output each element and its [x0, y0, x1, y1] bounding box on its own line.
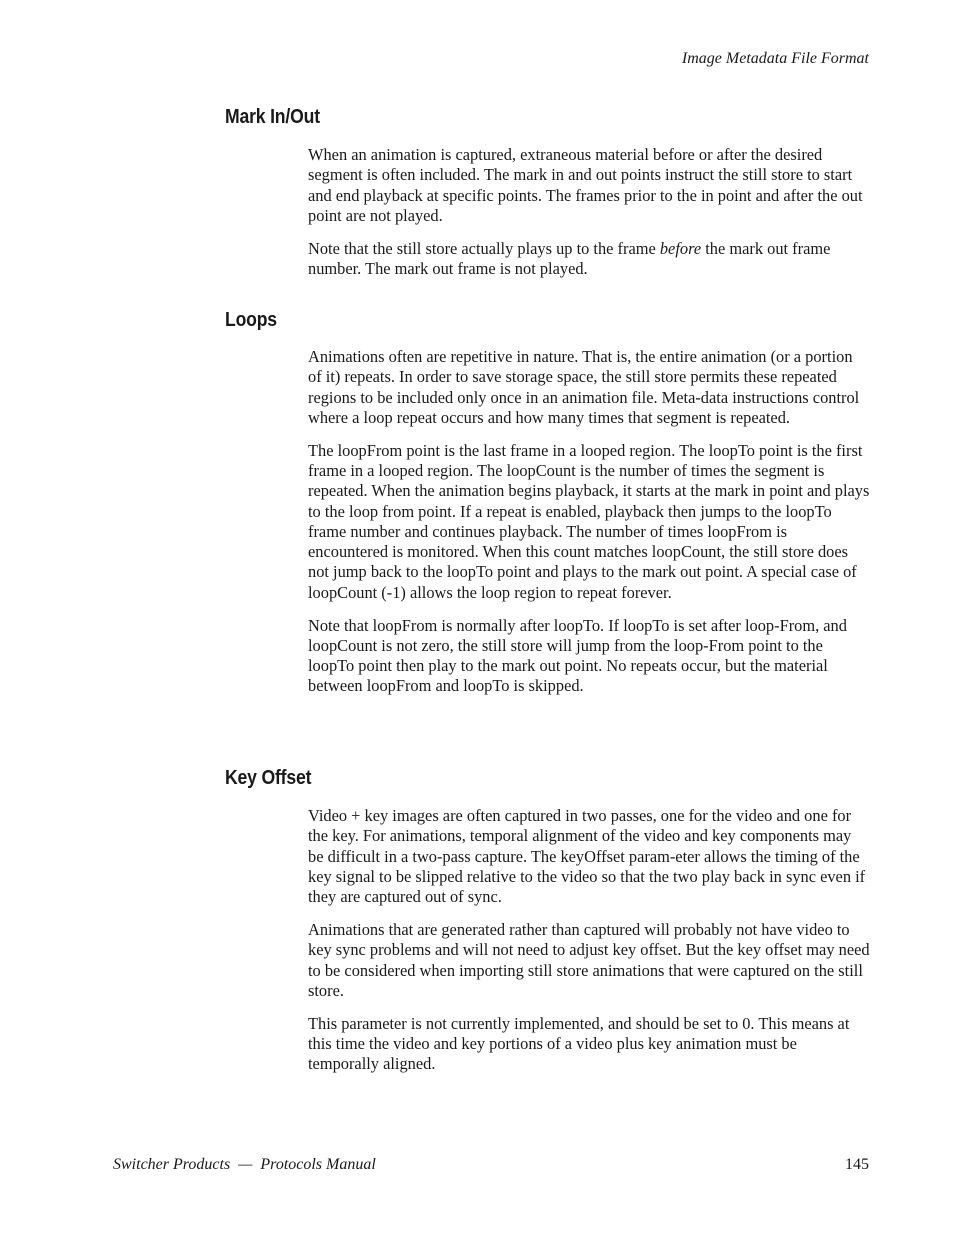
section-body-key-offset — [308, 806, 870, 1075]
section-body-loops — [308, 347, 870, 697]
section-heading-key-offset: Key Offset — [225, 767, 312, 789]
paragraph: Video + key images are often captured in two passes, one for the video and one for the key. For animations, temporal alignment of the video and key components may be difficult in a two-pass capture. The keyOffset param-eter allows the timing of the key signal to be slipped relative to the video so that the two play back in sync even if they are captured out of sync. — [308, 806, 866, 907]
paragraph: Note that loopFrom is normally after loopTo. If loopTo is set after loop-From, and loopCount is not zero, the still store will jump from the loop-From point to the loopTo point then play to the mark out point. No repeats occur, but the material between loopFrom and loopTo is skipped. — [308, 615, 847, 696]
paragraph: When an animation is captured, extraneous material before or after the desired segment is often included. The mark in and out points instruct the still store to start and end playback at specific points. The frames prior to the in point and after the out point are not played. — [308, 145, 863, 225]
running-header: Image Metadata File Format — [681, 50, 869, 67]
section-heading-loops: Loops — [225, 309, 277, 331]
page-number: 145 — [845, 1156, 869, 1173]
paragraph: The loopFrom point is the last frame in a looped region. The loopTo point is the first frame in a looped region. The loopCount is the number of times the segment is repeated. When the animation begins playback, it starts at the mark in point and plays to the loop from point. If a repeat is enabled, playback then jumps to the loopTo frame number and continues playback. The number of times loopFrom is encountered is monitored. When this count matches loopCount, the still store does not jump back to the loopTo point and plays to the mark out point. A special case of loopCount (-1) allows the loop region to repeat forever. — [308, 440, 870, 602]
footer-manual-title: Switcher Products — Protocols Manual — [113, 1156, 376, 1173]
paragraph: This parameter is not currently implemented, and should be set to 0. This means at this time the video and key portions of a video plus key animation must be temporally aligned. — [308, 1013, 850, 1074]
section-body-mark-in-out — [308, 145, 870, 279]
paragraph: Animations that are generated rather than captured will probably not have video to key sync problems and will not need to adjust key offset. But the key offset may need to be considered when importing still store animations that were captured on the still store. — [308, 919, 870, 1000]
paragraph: Note that the still store actually plays up to the frame before the mark out frame number. The mark out frame is not played. — [308, 238, 831, 278]
section-heading-mark-in-out: Mark In/Out — [225, 106, 320, 128]
emphasis-text: before — [659, 238, 702, 258]
paragraph: Animations often are repetitive in nature. That is, the entire animation (or a portion of it) repeats. In order to save storage space, the still store permits these repeated regions to be included only once in an animation file. Meta-data instructions control where a loop repeat occurs and how many times that segment is repeated. — [308, 347, 860, 427]
